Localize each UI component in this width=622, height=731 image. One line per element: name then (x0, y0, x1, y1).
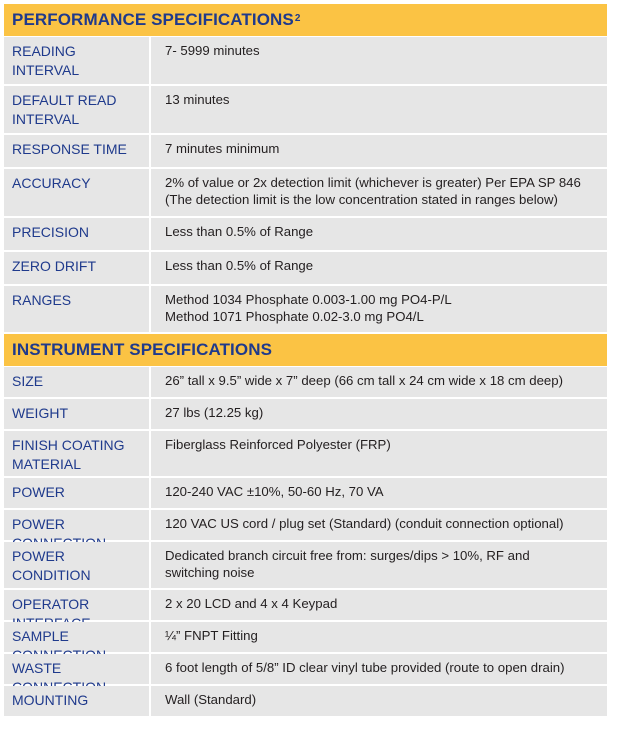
spec-value-line: (The detection limit is the low concentration stated in ranges below) (165, 192, 558, 207)
spec-value (151, 590, 607, 620)
spec-label: POWER CONDITION (4, 542, 151, 588)
spec-value (151, 135, 607, 167)
spec-value-line: 27 lbs (12.25 kg) (165, 405, 264, 420)
spec-label: SIZE (4, 367, 151, 397)
spec-value (151, 218, 607, 250)
spec-value (151, 169, 607, 216)
spec-row-weight (4, 399, 607, 431)
spec-label: ACCURACY (4, 169, 151, 216)
spec-value (151, 478, 607, 508)
spec-row-default-read-interval (4, 86, 607, 135)
spec-value (151, 510, 607, 540)
spec-label: MOUNTING (4, 686, 151, 716)
spec-row-mounting (4, 686, 607, 718)
spec-label: WEIGHT (4, 399, 151, 429)
spec-row-waste-connection (4, 654, 607, 686)
spec-value (151, 86, 607, 133)
spec-label: RESPONSE TIME (4, 135, 151, 167)
spec-value-line: Less than 0.5% of Range (165, 224, 314, 239)
spec-value (151, 367, 607, 397)
spec-label: DEFAULT READ INTERVAL (4, 86, 151, 133)
spec-value (151, 622, 607, 652)
spec-label: SAMPLE (4, 622, 151, 652)
spec-value-line: 2% of value or 2x detection limit (whichever is greater) Per EPA SP 846 (165, 175, 581, 190)
spec-value-line: Dedicated branch circuit free from: surges/dips > 10%, RF and (165, 548, 530, 563)
spec-value (151, 686, 607, 716)
spec-value-line: Wall (Standard) (165, 692, 257, 707)
spec-row-size (4, 367, 607, 399)
spec-value-line: Fiberglass Reinforced Polyester (FRP) (165, 437, 391, 452)
performance-table (4, 37, 607, 334)
spec-value-line: 2 x 20 LCD and 4 x 4 Keypad (165, 596, 338, 611)
performance-specifications-header (4, 4, 607, 37)
spec-row-finish-coating-material (4, 431, 607, 478)
spec-row-precision (4, 218, 607, 252)
spec-label: PRECISION (4, 218, 151, 250)
spec-value-line: switching noise (165, 565, 255, 580)
performance-title: PERFORMANCE SPECIFICATIONS (12, 10, 294, 29)
spec-value (151, 654, 607, 684)
spec-value (151, 542, 607, 588)
spec-row-accuracy (4, 169, 607, 218)
spec-label: OPERATOR (4, 590, 151, 620)
spec-row-response-time (4, 135, 607, 169)
spec-value-line: Method 1071 Phosphate 0.02-3.0 mg PO4/L (165, 309, 424, 324)
spec-value (151, 399, 607, 429)
spec-value (151, 252, 607, 284)
spec-value (151, 431, 607, 476)
spec-value-line: ¼” FNPT Fitting (165, 628, 258, 643)
spec-value-line: 26” tall x 9.5” wide x 7” deep (66 cm tall x 24 cm wide x 18 cm deep) (165, 373, 563, 388)
spec-value (151, 286, 607, 332)
spec-label: POWER (4, 478, 151, 508)
spec-label: READING INTERVAL (4, 37, 151, 84)
spec-value-line: 120-240 VAC ±10%, 50-60 Hz, 70 VA (165, 484, 384, 499)
spec-row-zero-drift (4, 252, 607, 286)
spec-value-line: 6 foot length of 5/8” ID clear vinyl tube provided (route to open drain) (165, 660, 565, 675)
spec-sheet (4, 4, 607, 718)
spec-value-line: Method 1034 Phosphate 0.003-1.00 mg PO4-P/L (165, 292, 452, 307)
footnote-marker: 2 (294, 12, 301, 24)
spec-label: FINISH COATING MATERIAL (4, 431, 151, 476)
spec-value-line: 13 minutes (165, 92, 230, 107)
spec-value-line: 7 minutes minimum (165, 141, 280, 156)
spec-label: POWER (4, 510, 151, 540)
spec-row-reading-interval (4, 37, 607, 86)
spec-row-ranges (4, 286, 607, 334)
spec-value-line: 120 VAC US cord / plug set (Standard) (conduit connection optional) (165, 516, 564, 531)
spec-row-power-connection (4, 510, 607, 542)
spec-row-power-condition (4, 542, 607, 590)
spec-label: RANGES (4, 286, 151, 332)
instrument-specifications-header (4, 334, 607, 367)
spec-value-line: Less than 0.5% of Range (165, 258, 314, 273)
spec-row-sample-connection (4, 622, 607, 654)
spec-value (151, 37, 607, 84)
spec-label: ZERO DRIFT (4, 252, 151, 284)
instrument-table (4, 367, 607, 718)
spec-label: WASTE (4, 654, 151, 684)
spec-row-operator-interface (4, 590, 607, 622)
spec-row-power (4, 478, 607, 510)
instrument-title: INSTRUMENT SPECIFICATIONS (12, 340, 273, 359)
spec-value-line: 7- 5999 minutes (165, 43, 260, 58)
